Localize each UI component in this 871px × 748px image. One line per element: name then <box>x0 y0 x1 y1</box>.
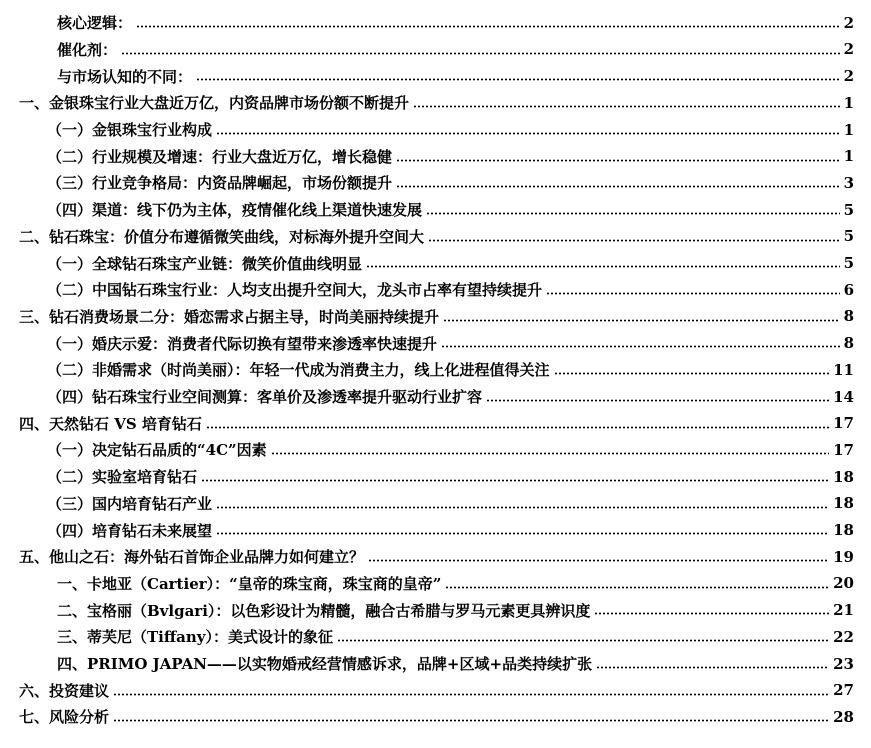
toc-entry-page: 19 <box>833 547 854 566</box>
toc-leader-dots <box>443 319 840 322</box>
toc-entry-page: 17 <box>833 440 854 459</box>
toc-entry-page: 1 <box>843 120 854 139</box>
toc-entry[interactable] <box>0 196 871 223</box>
toc-leader-dots <box>206 426 829 429</box>
toc-entry[interactable] <box>0 624 871 651</box>
toc-entry[interactable] <box>0 170 871 197</box>
toc-entry-page: 11 <box>833 360 854 379</box>
toc-entry[interactable] <box>0 463 871 490</box>
toc-leader-dots <box>201 479 829 482</box>
toc-leader-dots <box>554 372 830 375</box>
toc-leader-dots <box>594 612 829 615</box>
toc-entry-title: （二）非婚需求（时尚美丽）：年轻一代成为消费主力，线上化进程值得关注 <box>47 361 550 380</box>
toc-entry[interactable] <box>0 490 871 517</box>
toc-leader-dots <box>271 452 829 455</box>
toc-entry[interactable] <box>0 410 871 437</box>
toc-leader-dots <box>596 666 829 669</box>
toc-entry[interactable] <box>0 250 871 277</box>
toc-entry[interactable] <box>0 570 871 597</box>
toc-leader-dots <box>337 639 829 642</box>
toc-entry[interactable] <box>0 597 871 624</box>
toc-entry-title: （三）行业竞争格局：内资品牌崛起，市场份额提升 <box>47 174 393 193</box>
toc-entry-page: 3 <box>843 173 854 192</box>
toc-entry-title: 四、天然钻石 VS 培育钻石 <box>19 414 202 433</box>
toc-leader-dots <box>426 212 840 215</box>
toc-entry-title: （一）全球钻石珠宝产业链：微笑价值曲线明显 <box>47 254 363 273</box>
toc-entry[interactable] <box>0 383 871 410</box>
toc-entry-title: 四、PRIMO JAPAN——以实物婚戒经营情感诉求，品牌+区域+品类持续扩张 <box>57 655 593 674</box>
toc-leader-dots <box>428 239 840 242</box>
toc-leader-dots <box>196 78 840 81</box>
toc-entry[interactable] <box>0 650 871 677</box>
toc-entry[interactable] <box>0 330 871 357</box>
toc-leader-dots <box>396 159 840 162</box>
toc-entry-title: 催化剂： <box>57 40 118 59</box>
toc-entry-page: 8 <box>843 307 854 326</box>
toc-entry-page: 22 <box>833 627 854 646</box>
toc-entry[interactable] <box>0 677 871 704</box>
toc-entry-page: 20 <box>833 574 854 593</box>
toc-entry-page: 21 <box>833 601 854 620</box>
toc-entry[interactable] <box>0 517 871 544</box>
toc-entry-title: 一、金银珠宝行业大盘近万亿，内资品牌市场份额不断提升 <box>19 94 410 113</box>
toc-entry-page: 28 <box>833 707 854 726</box>
toc-leader-dots <box>113 719 829 722</box>
toc-entry-title: 三、钻石消费场景二分：婚恋需求占据主导，时尚美丽持续提升 <box>19 307 440 326</box>
toc-entry-page: 5 <box>843 200 854 219</box>
toc-entry-title: 二、宝格丽（Bvlgari）：以色彩设计为精髓，融合古希腊与罗马元素更具辨识度 <box>57 601 591 620</box>
toc-entry-title: （二）行业规模及增速：行业大盘近万亿，增长稳健 <box>47 147 393 166</box>
toc-leader-dots <box>121 52 840 55</box>
toc-entry-title: （一）金银珠宝行业构成 <box>47 121 213 140</box>
toc-entry-page: 27 <box>833 681 854 700</box>
toc-leader-dots <box>368 559 829 562</box>
toc-entry[interactable] <box>0 303 871 330</box>
toc-entry-page: 8 <box>843 334 854 353</box>
toc-entry-page: 14 <box>833 387 854 406</box>
toc-entry-title: 七、风险分析 <box>19 708 110 727</box>
toc-leader-dots <box>486 399 829 402</box>
toc-leader-dots <box>216 532 829 535</box>
toc-entry[interactable] <box>0 63 871 90</box>
toc-entry-page: 2 <box>843 67 854 86</box>
toc-entry[interactable] <box>0 36 871 63</box>
toc-leader-dots <box>396 185 840 188</box>
toc-entry-title: 与市场认知的不同： <box>57 67 193 86</box>
toc-entry[interactable] <box>0 10 871 37</box>
toc-entry-page: 18 <box>833 521 854 540</box>
toc-entry[interactable] <box>0 357 871 384</box>
toc-entry-title: （四）培育钻石未来展望 <box>47 521 213 540</box>
toc-leader-dots <box>216 132 840 135</box>
toc-leader-dots <box>113 693 829 696</box>
toc-entry-page: 17 <box>833 414 854 433</box>
toc-entry-title: 二、钻石珠宝：价值分布遵循微笑曲线，对标海外提升空间大 <box>19 227 425 246</box>
toc-entry-page: 2 <box>843 13 854 32</box>
toc-entry-title: （二）实验室培育钻石 <box>47 468 198 487</box>
toc-entry-page: 6 <box>843 280 854 299</box>
toc-entry[interactable] <box>0 437 871 464</box>
toc-entry-title: （二）中国钻石珠宝行业：人均支出提升空间大，龙头市占率有望持续提升 <box>47 281 543 300</box>
toc-entry-title: （四）渠道：线下仍为主体，疫情催化线上渠道快速发展 <box>47 201 423 220</box>
toc-entry-title: （四）钻石珠宝行业空间测算：客单价及渗透率提升驱动行业扩容 <box>47 388 483 407</box>
toc-entry[interactable] <box>0 116 871 143</box>
toc-entry-page: 1 <box>843 147 854 166</box>
toc-entry-title: 核心逻辑： <box>57 14 133 33</box>
toc-entry-page: 1 <box>843 93 854 112</box>
toc-entry[interactable] <box>0 90 871 117</box>
toc-entry[interactable] <box>0 143 871 170</box>
toc-entry-title: 一、卡地亚（Cartier）：“皇帝的珠宝商，珠宝商的皇帝” <box>57 574 442 593</box>
toc-entry-page: 5 <box>843 227 854 246</box>
toc-entry-title: （一）决定钻石品质的“4C”因素 <box>47 441 267 460</box>
toc-entry-title: 三、蒂芙尼（Tiffany）：美式设计的象征 <box>57 628 334 647</box>
toc-entry-page: 5 <box>843 254 854 273</box>
toc-entry-page: 23 <box>833 654 854 673</box>
toc-entry-page: 18 <box>833 494 854 513</box>
toc-leader-dots <box>136 25 840 28</box>
toc-leader-dots <box>216 506 829 509</box>
toc-leader-dots <box>445 586 829 589</box>
toc-entry[interactable] <box>0 223 871 250</box>
toc-entry[interactable] <box>0 544 871 571</box>
toc-leader-dots <box>441 345 840 348</box>
toc-entry-page: 2 <box>843 40 854 59</box>
toc-leader-dots <box>546 292 840 295</box>
toc-entry-page: 18 <box>833 467 854 486</box>
toc-entry-title: （三）国内培育钻石产业 <box>47 494 213 513</box>
toc-leader-dots <box>413 105 840 108</box>
toc-entry-title: 五、他山之石：海外钻石首饰企业品牌力如何建立？ <box>19 548 365 567</box>
toc-entry[interactable] <box>0 277 871 304</box>
toc-leader-dots <box>366 265 840 268</box>
toc-entry[interactable] <box>0 704 871 731</box>
toc-entry-title: （一）婚庆示爱：消费者代际切换有望带来渗透率快速提升 <box>47 334 438 353</box>
toc-entry-title: 六、投资建议 <box>19 681 110 700</box>
